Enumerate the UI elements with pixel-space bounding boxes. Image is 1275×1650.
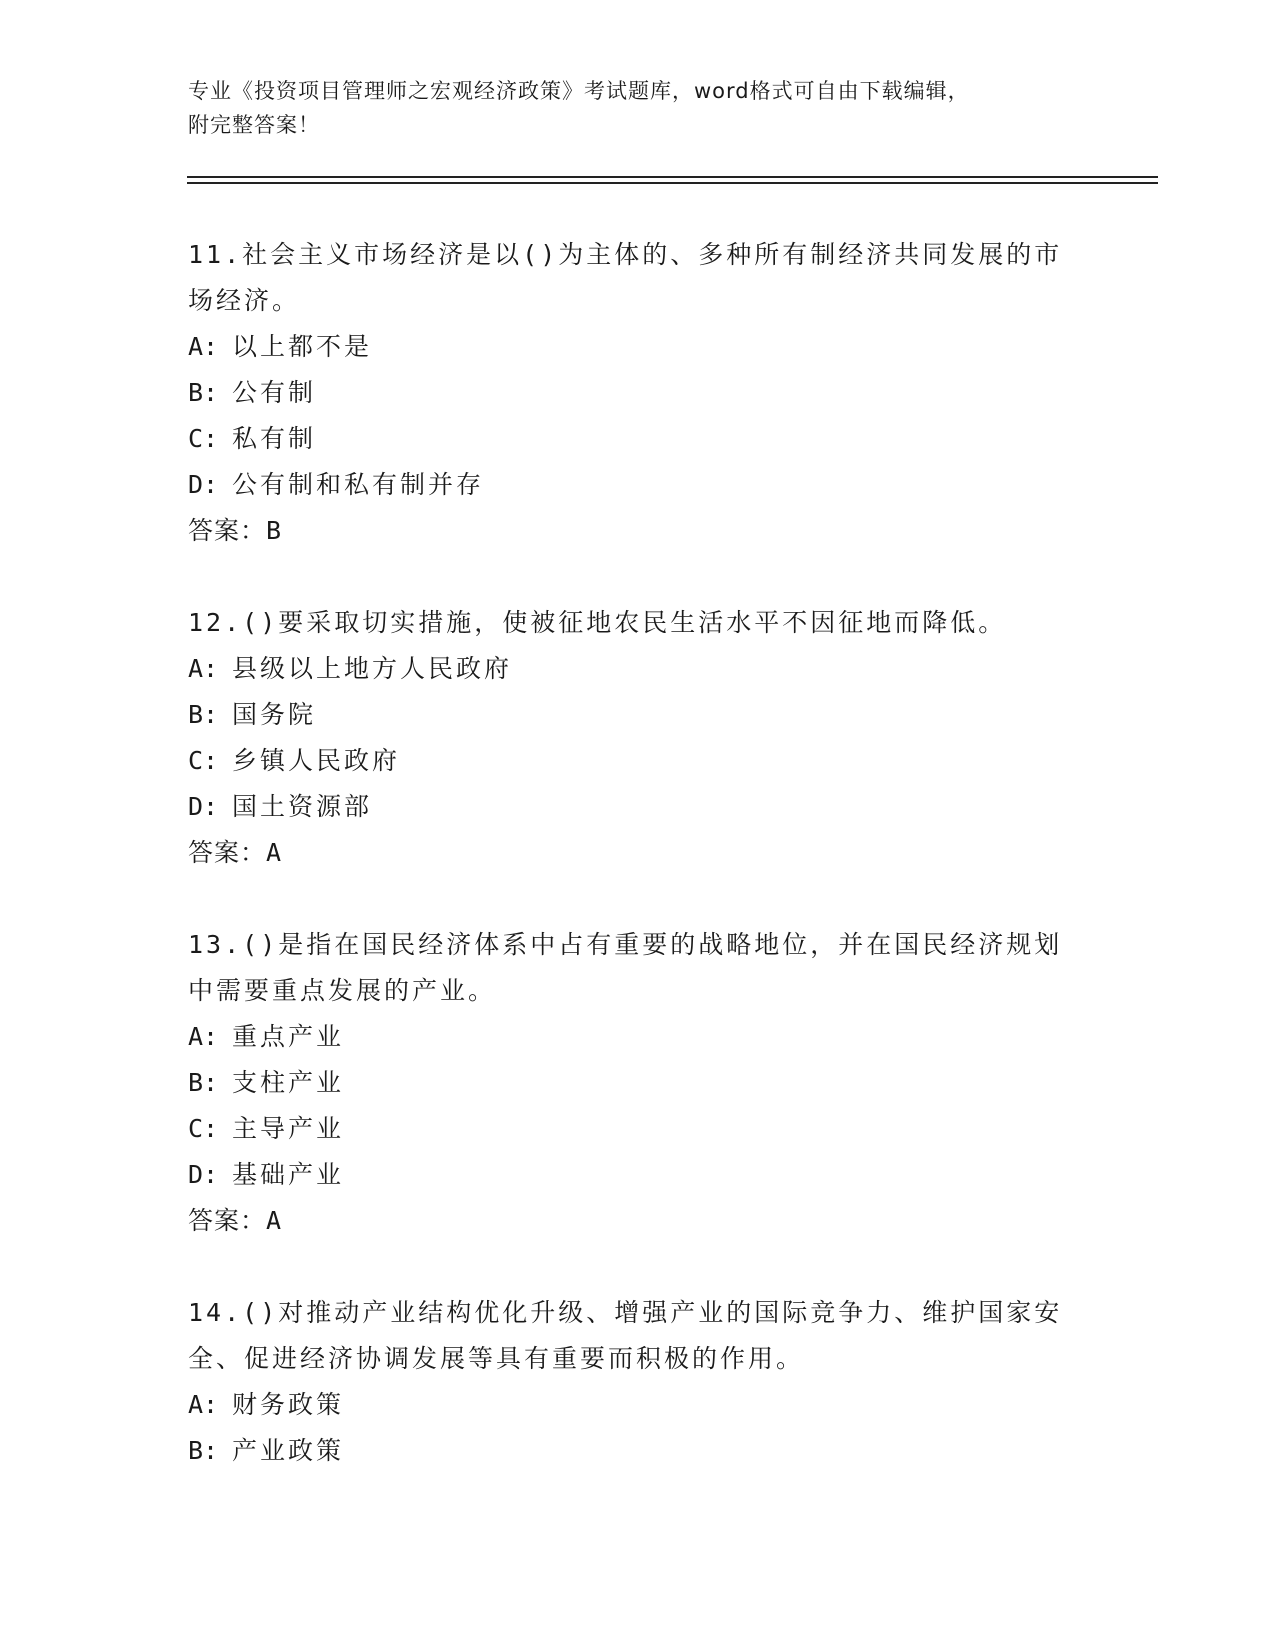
- question-stem: 14.()对推动产业结构优化升级、增强产业的国际竞争力、维护国家安全、促进经济协调发展等具有重要而积极的作用。: [188, 1298, 1063, 1373]
- option-a: [188, 646, 1088, 692]
- option-letter: D:: [188, 792, 219, 821]
- option-letter: B:: [188, 378, 219, 407]
- option-text: 重点产业: [232, 1022, 345, 1051]
- option-text: 主导产业: [232, 1114, 345, 1143]
- option-c: [188, 416, 1088, 462]
- option-a: [188, 324, 1088, 370]
- header-line-2: 附完整答案！: [188, 113, 320, 137]
- option-b: [188, 370, 1088, 416]
- option-letter: A:: [188, 1022, 219, 1051]
- option-letter: B:: [188, 1436, 219, 1465]
- option-b: [188, 1060, 1088, 1106]
- option-letter: C:: [188, 1114, 219, 1143]
- question-stem: 12.()要采取切实措施，使被征地农民生活水平不因征地而降低。: [188, 608, 1007, 637]
- option-d: [188, 462, 1088, 508]
- answer-value: A: [266, 1206, 283, 1235]
- option-d: [188, 784, 1088, 830]
- question-stem: 13.()是指在国民经济体系中占有重要的战略地位，并在国民经济规划中需要重点发展的产业。: [188, 930, 1063, 1005]
- question-stem: 11.社会主义市场经济是以()为主体的、多种所有制经济共同发展的市场经济。: [188, 240, 1063, 315]
- option-text: 支柱产业: [232, 1068, 345, 1097]
- answer-label: 答案：: [188, 1206, 267, 1235]
- option-text: 国土资源部: [232, 792, 373, 821]
- option-letter: D:: [188, 470, 219, 499]
- question-13: [188, 922, 1088, 1244]
- option-letter: B:: [188, 700, 219, 729]
- option-a: [188, 1014, 1088, 1060]
- option-text: 县级以上地方人民政府: [232, 654, 513, 683]
- question-11: [188, 232, 1088, 554]
- header-divider-bottom: [187, 182, 1158, 184]
- answer-line: [188, 508, 1088, 554]
- document-header: [188, 74, 1088, 142]
- answer-value: B: [266, 516, 283, 545]
- question-list: [188, 232, 1088, 1520]
- question-12: [188, 600, 1088, 876]
- option-letter: A:: [188, 1390, 219, 1419]
- option-c: [188, 738, 1088, 784]
- option-text: 财务政策: [232, 1390, 345, 1419]
- option-text: 私有制: [232, 424, 317, 453]
- option-c: [188, 1106, 1088, 1152]
- answer-line: [188, 1198, 1088, 1244]
- option-text: 基础产业: [232, 1160, 345, 1189]
- option-letter: B:: [188, 1068, 219, 1097]
- option-b: [188, 692, 1088, 738]
- answer-value: A: [266, 838, 283, 867]
- header-line-1: 专业《投资项目管理师之宏观经济政策》考试题库，word格式可自由下载编辑，: [188, 79, 970, 103]
- answer-line: [188, 830, 1088, 876]
- question-14: [188, 1290, 1088, 1474]
- option-letter: A:: [188, 654, 219, 683]
- option-text: 乡镇人民政府: [232, 746, 401, 775]
- header-divider-top: [187, 176, 1158, 178]
- option-text: 公有制和私有制并存: [232, 470, 485, 499]
- option-a: [188, 1382, 1088, 1428]
- option-letter: A:: [188, 332, 219, 361]
- option-b: [188, 1428, 1088, 1474]
- option-text: 国务院: [232, 700, 317, 729]
- option-d: [188, 1152, 1088, 1198]
- answer-label: 答案：: [188, 838, 267, 867]
- option-text: 产业政策: [232, 1436, 345, 1465]
- answer-label: 答案：: [188, 516, 267, 545]
- option-text: 公有制: [232, 378, 317, 407]
- option-letter: C:: [188, 746, 219, 775]
- option-text: 以上都不是: [232, 332, 373, 361]
- option-letter: D:: [188, 1160, 219, 1189]
- option-letter: C:: [188, 424, 219, 453]
